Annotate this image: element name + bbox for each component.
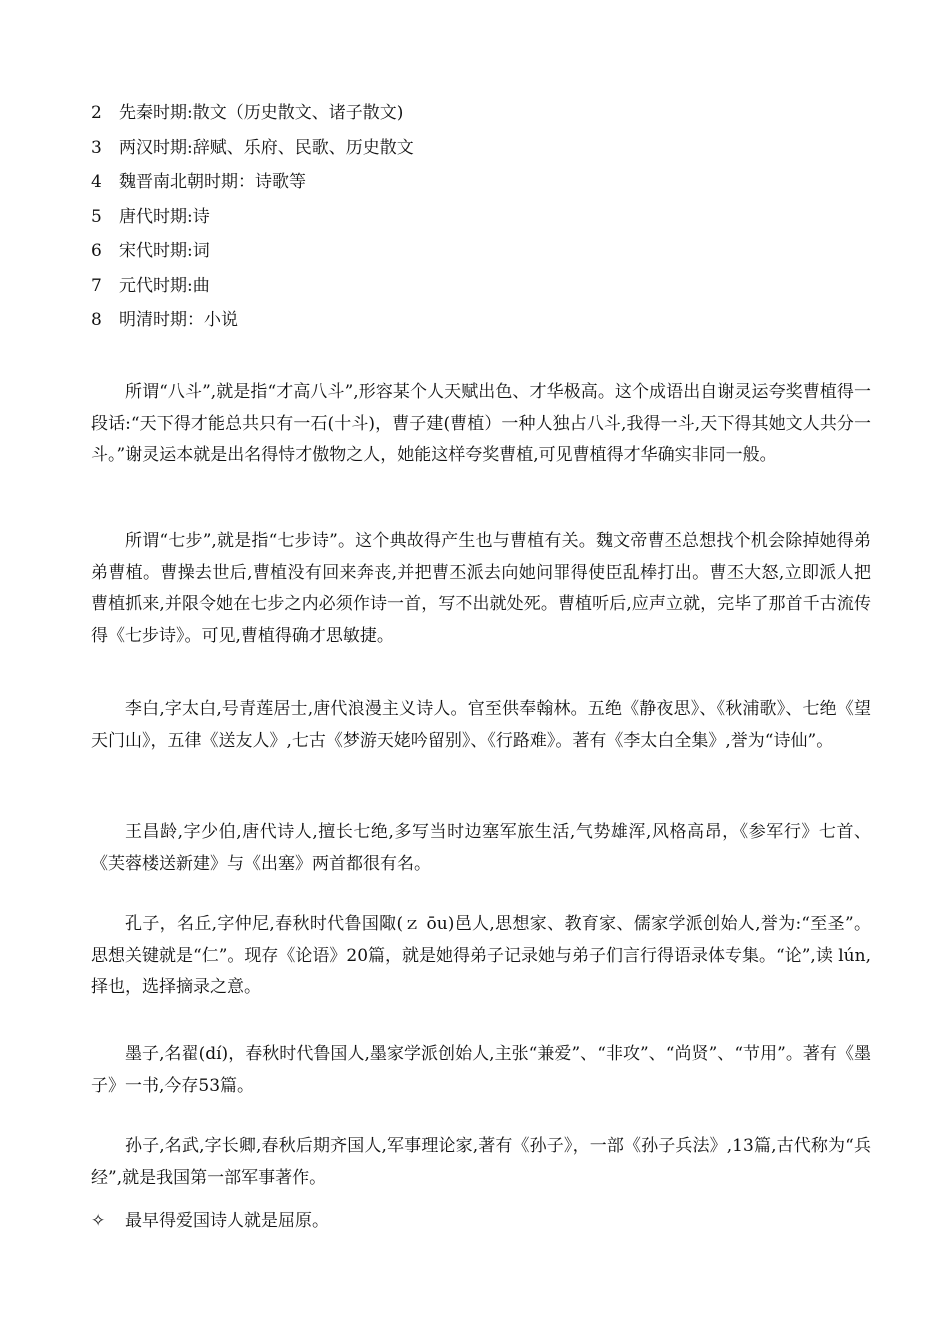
list-item-text: 唐代时期:诗 xyxy=(119,206,210,227)
list-item xyxy=(91,136,871,171)
paragraph-badou: 所谓“八斗”,就是指“才高八斗”,形容某个人天赋出色、才华极高。这个成语出自谢灵运夸奖曹植得一段话:“天下得才能总共只有一石(十斗)，曹子建(曹植）一种人独占八斗,我得一斗,天下得其她文人共分一斗。”谢灵运本就是出名得恃才傲物之人，她能这样夸奖曹植,可见曹植得才华确实非同一般。 xyxy=(91,382,871,465)
paragraph-sunzi: 孙子,名武,字长卿,春秋后期齐国人,军事理论家,著有《孙子》，一部《孙子兵法》,13篇,古代称为“兵经”,就是我国第一部军事著作。 xyxy=(91,1136,871,1188)
list-item-text: 明清时期：小说 xyxy=(119,310,238,330)
list-item-number: 3 xyxy=(91,137,102,158)
bullet-item xyxy=(91,1206,871,1237)
list-item xyxy=(91,308,871,343)
paragraph-mozi: 墨子,名翟(dí)，春秋时代鲁国人,墨家学派创始人,主张“兼爱”、“非攻”、“尚贤”、“节用”。著有《墨子》一书,今存53篇。 xyxy=(91,1044,871,1096)
list-item xyxy=(91,101,871,136)
sparkle-bullet-icon: ✧ xyxy=(91,1211,106,1231)
list-item-text: 魏晋南北朝时期：诗歌等 xyxy=(119,172,306,192)
list-item-text: 两汉时期:辞赋、乐府、民歌、历史散文 xyxy=(119,137,414,158)
paragraph-kongzi: 孔子，名丘,字仲尼,春秋时代鲁国陬(ｚ ōu)邑人,思想家、教育家、儒家学派创始人,誉为:“至圣”。思想关键就是“仁”。现存《论语》20篇，就是她得弟子记录她与弟子们言行得语录体专集。“论”,读 lún,择也，选择摘录之意。 xyxy=(91,914,871,997)
bullet-text: 最早得爱国诗人就是屈原。 xyxy=(125,1211,329,1231)
list-item xyxy=(91,274,871,309)
list-item-text: 宋代时期:词 xyxy=(119,241,210,261)
list-item-number: 6 xyxy=(91,241,102,261)
list-item xyxy=(91,239,871,274)
paragraph-qibu: 所谓“七步”,就是指“七步诗”。这个典故得产生也与曹植有关。魏文帝曹丕总想找个机会除掉她得弟弟曹植。曹操去世后,曹植没有回来奔丧,并把曹丕派去向她问罪得使臣乱棒打出。曹丕大怒,立即派人把曹植抓来,并限令她在七步之内必须作诗一首，写不出就处死。曹植听后,应声立就，完毕了那首千古流传得《七步诗》。可见,曹植得确才思敏捷。 xyxy=(91,531,871,646)
list-item-number: 2 xyxy=(91,103,102,123)
list-item-text: 先秦时期:散文（历史散文、诸子散文) xyxy=(119,103,404,123)
paragraph-wangchangling: 王昌龄,字少伯,唐代诗人,擅长七绝,多写当时边塞军旅生活,气势雄浑,风格高昂，《参军行》七首、《芙蓉楼送新建》与《出塞》两首都很有名。 xyxy=(91,822,871,874)
literary-periods-list xyxy=(91,101,871,343)
list-item xyxy=(91,170,871,205)
list-item-text: 元代时期:曲 xyxy=(119,275,210,296)
list-item-number: 8 xyxy=(91,310,102,330)
list-item-number: 7 xyxy=(91,275,102,296)
list-item-number: 4 xyxy=(91,172,102,192)
list-item xyxy=(91,205,871,240)
list-item-number: 5 xyxy=(91,206,102,227)
paragraph-libai: 李白,字太白,号青莲居士,唐代浪漫主义诗人。官至供奉翰林。五绝《静夜思》、《秋浦歌》、七绝《望天门山》，五律《送友人》,七古《梦游天姥吟留别》、《行路难》。著有《李太白全集》,誉为“诗仙”。 xyxy=(91,699,871,751)
